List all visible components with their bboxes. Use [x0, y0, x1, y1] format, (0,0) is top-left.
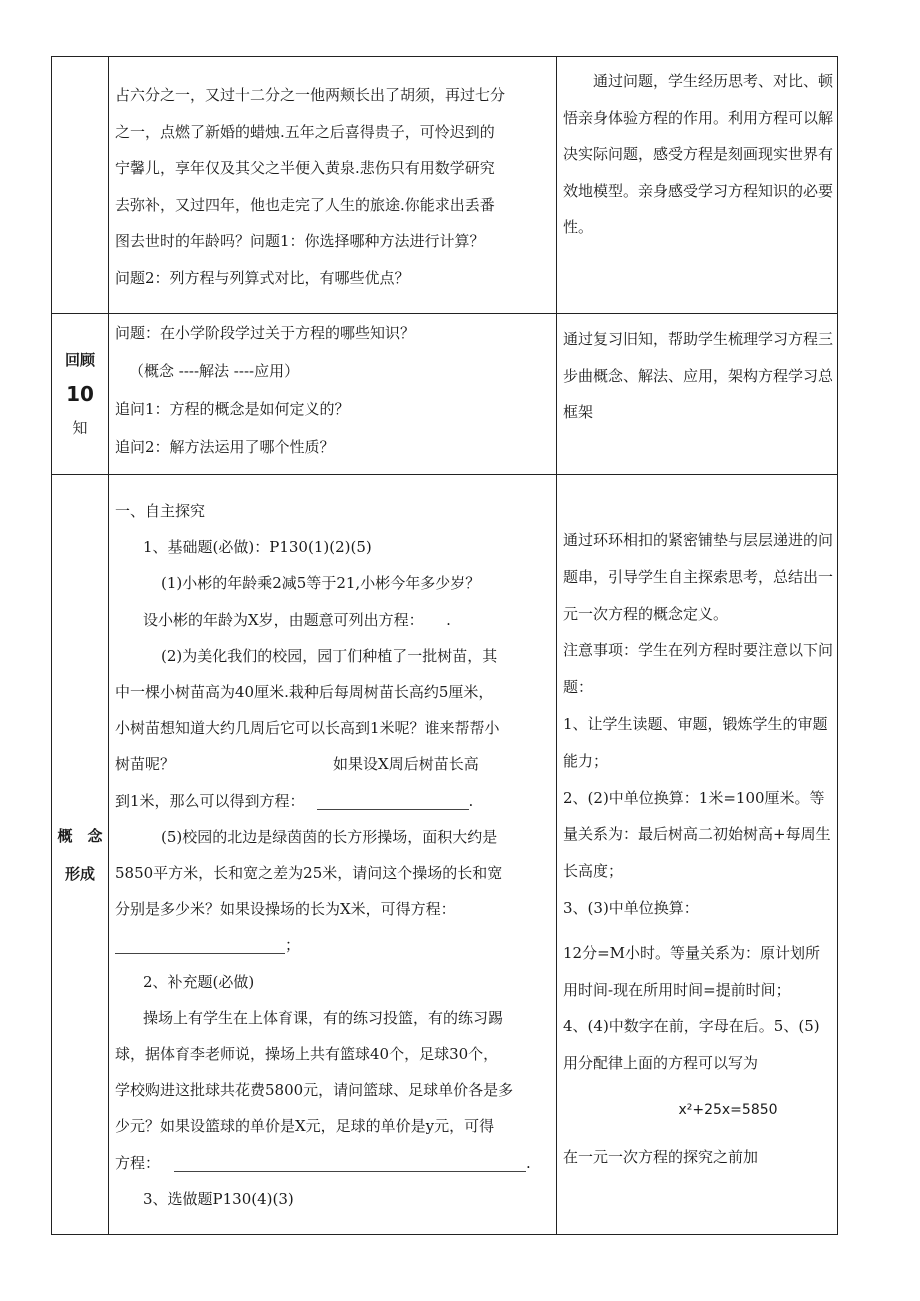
- text-line: 设小彬的年龄为X岁，由题意可列出方程： .: [143, 610, 451, 629]
- table-row-review: [52, 314, 838, 475]
- text-line: 追问1：方程的概念是如何定义的？: [115, 400, 350, 418]
- answer-blank[interactable]: [174, 1153, 526, 1172]
- note-text: 3、(3)中单位换算：: [563, 898, 699, 917]
- text-line: 操场上有学生在上体育课，有的练习投篮，有的练习踢: [143, 1008, 504, 1027]
- note-text: 通过环环相扣的紧密铺垫与层层递进的问题串，引导学生自主探索思考，总结出一元一次方程的概念定义。: [563, 531, 834, 623]
- text-line: 5850平方米，长和宽之差为25米，请问这个操场的长和宽: [115, 864, 503, 883]
- text-line: 少元？如果设篮球的单价是X元，足球的单价是y元，可得: [115, 1117, 495, 1136]
- text-line: 问题2：列方程与列算式对比，有哪些优点？: [115, 268, 410, 287]
- text-line: ；: [115, 927, 550, 963]
- text-line: 树苗呢？ 如果设X周后树苗长高: [115, 755, 479, 774]
- text-line: (2)为美化我们的校园，园丁们种植了一批树苗，其: [161, 646, 498, 665]
- row-label-cell: [52, 57, 109, 314]
- note-cell: [557, 475, 838, 1235]
- text-line: 学校购进这批球共花费5800元，请问篮球、足球单价各是多: [115, 1081, 514, 1100]
- note-text: 4、(4)中数字在前，字母在后。5、(5)用分配律上面的方程可以写为: [563, 1017, 820, 1073]
- note-text: 通过问题，学生经历思考、对比、顿悟亲身体验方程的作用。利用方程可以解决实际问题，感受方程是刻画现实世界有效地模型。亲身感受学习方程知识的必要性。: [563, 72, 834, 236]
- section-heading: 一、自主探究: [115, 502, 206, 520]
- text-line: 1、基础题(必做)：P130(1)(2)(5): [143, 538, 372, 557]
- note-text: 注意事项：学生在列方程时要注意以下问题：: [563, 641, 834, 697]
- content-cell: [109, 314, 557, 475]
- text-line: 2、补充题(必做): [143, 972, 255, 991]
- row-label-cell: [52, 314, 109, 475]
- text-line: (5)校园的北边是绿茵茵的长方形操场，面积大约是: [161, 827, 498, 846]
- table-row-intro: [52, 57, 838, 314]
- answer-blank[interactable]: [115, 935, 285, 954]
- text-line: 追问2：解方法运用了哪个性质？: [115, 438, 335, 456]
- text-line: 问题：在小学阶段学过关于方程的哪些知识？: [115, 324, 416, 342]
- text-line: 宁馨儿，享年仅及其父之半便入黄泉.悲伤只有用数学研究: [115, 159, 495, 177]
- note-text: 1、让学生读题、审题，锻炼学生的审题能力；: [563, 714, 828, 770]
- text-line: 占六分之一，又过十二分之一他两颊长出了胡须，再过七分: [115, 86, 506, 104]
- text-line: 3、选做题P130(4)(3): [143, 1189, 294, 1208]
- lesson-plan-table: [51, 56, 838, 1235]
- text-line: 之一，点燃了新婚的蜡烛.五年之后喜得贵子，可怜迟到的: [115, 122, 495, 141]
- table-row-concept: [52, 475, 838, 1235]
- text-line: 中一棵小树苗高为40厘米.栽种后每周树苗长高约5厘米，: [115, 683, 494, 702]
- note-cell: [557, 57, 838, 314]
- content-cell: [109, 475, 557, 1235]
- text-line: 方程： .: [115, 1153, 531, 1172]
- text-line: 球，据体育李老师说，操场上共有篮球40个，足球30个，: [115, 1045, 499, 1064]
- text-line: (1)小彬的年龄乘2减5等于21,小彬今年多少岁？: [161, 574, 481, 593]
- row-label-cell: [52, 475, 109, 1235]
- note-text: 2、(2)中单位换算：1米=100厘米。等量关系为：最后树高二初始树高+每周生长高度；: [563, 788, 831, 881]
- formula: x²+25x=5850: [678, 1101, 778, 1118]
- text-line: 小树苗想知道大约几周后它可以长高到1米呢？谁来帮帮小: [115, 719, 500, 738]
- note-cell: [557, 314, 838, 475]
- note-text: 通过复习旧知，帮助学生梳理学习方程三步曲概念、解法、应用，架构方程学习总框架: [563, 330, 834, 421]
- answer-blank[interactable]: [317, 791, 469, 810]
- content-cell: [109, 57, 557, 314]
- note-text: 12分=M小时。等量关系为：原计划所用时间-现在所用时间=提前时间；: [563, 943, 821, 999]
- note-text: 在一元一次方程的探究之前加: [563, 1147, 759, 1166]
- text-line: 去弥补，又过四年，他也走完了人生的旅途.你能求出丢番: [115, 195, 495, 214]
- text-line: 分别是多少米？如果设操场的长为X米，可得方程：: [115, 900, 456, 919]
- row-label-concept: 概 念 形成: [57, 826, 103, 883]
- text-line: （概念 ----解法 ----应用）: [129, 362, 300, 380]
- text-line: 图去世时的年龄吗？问题1：你选择哪种方法进行计算？: [115, 232, 485, 250]
- row-label-review: 回顾 10 知: [64, 351, 95, 437]
- text-line: 到1米，那么可以得到方程： .: [115, 791, 474, 810]
